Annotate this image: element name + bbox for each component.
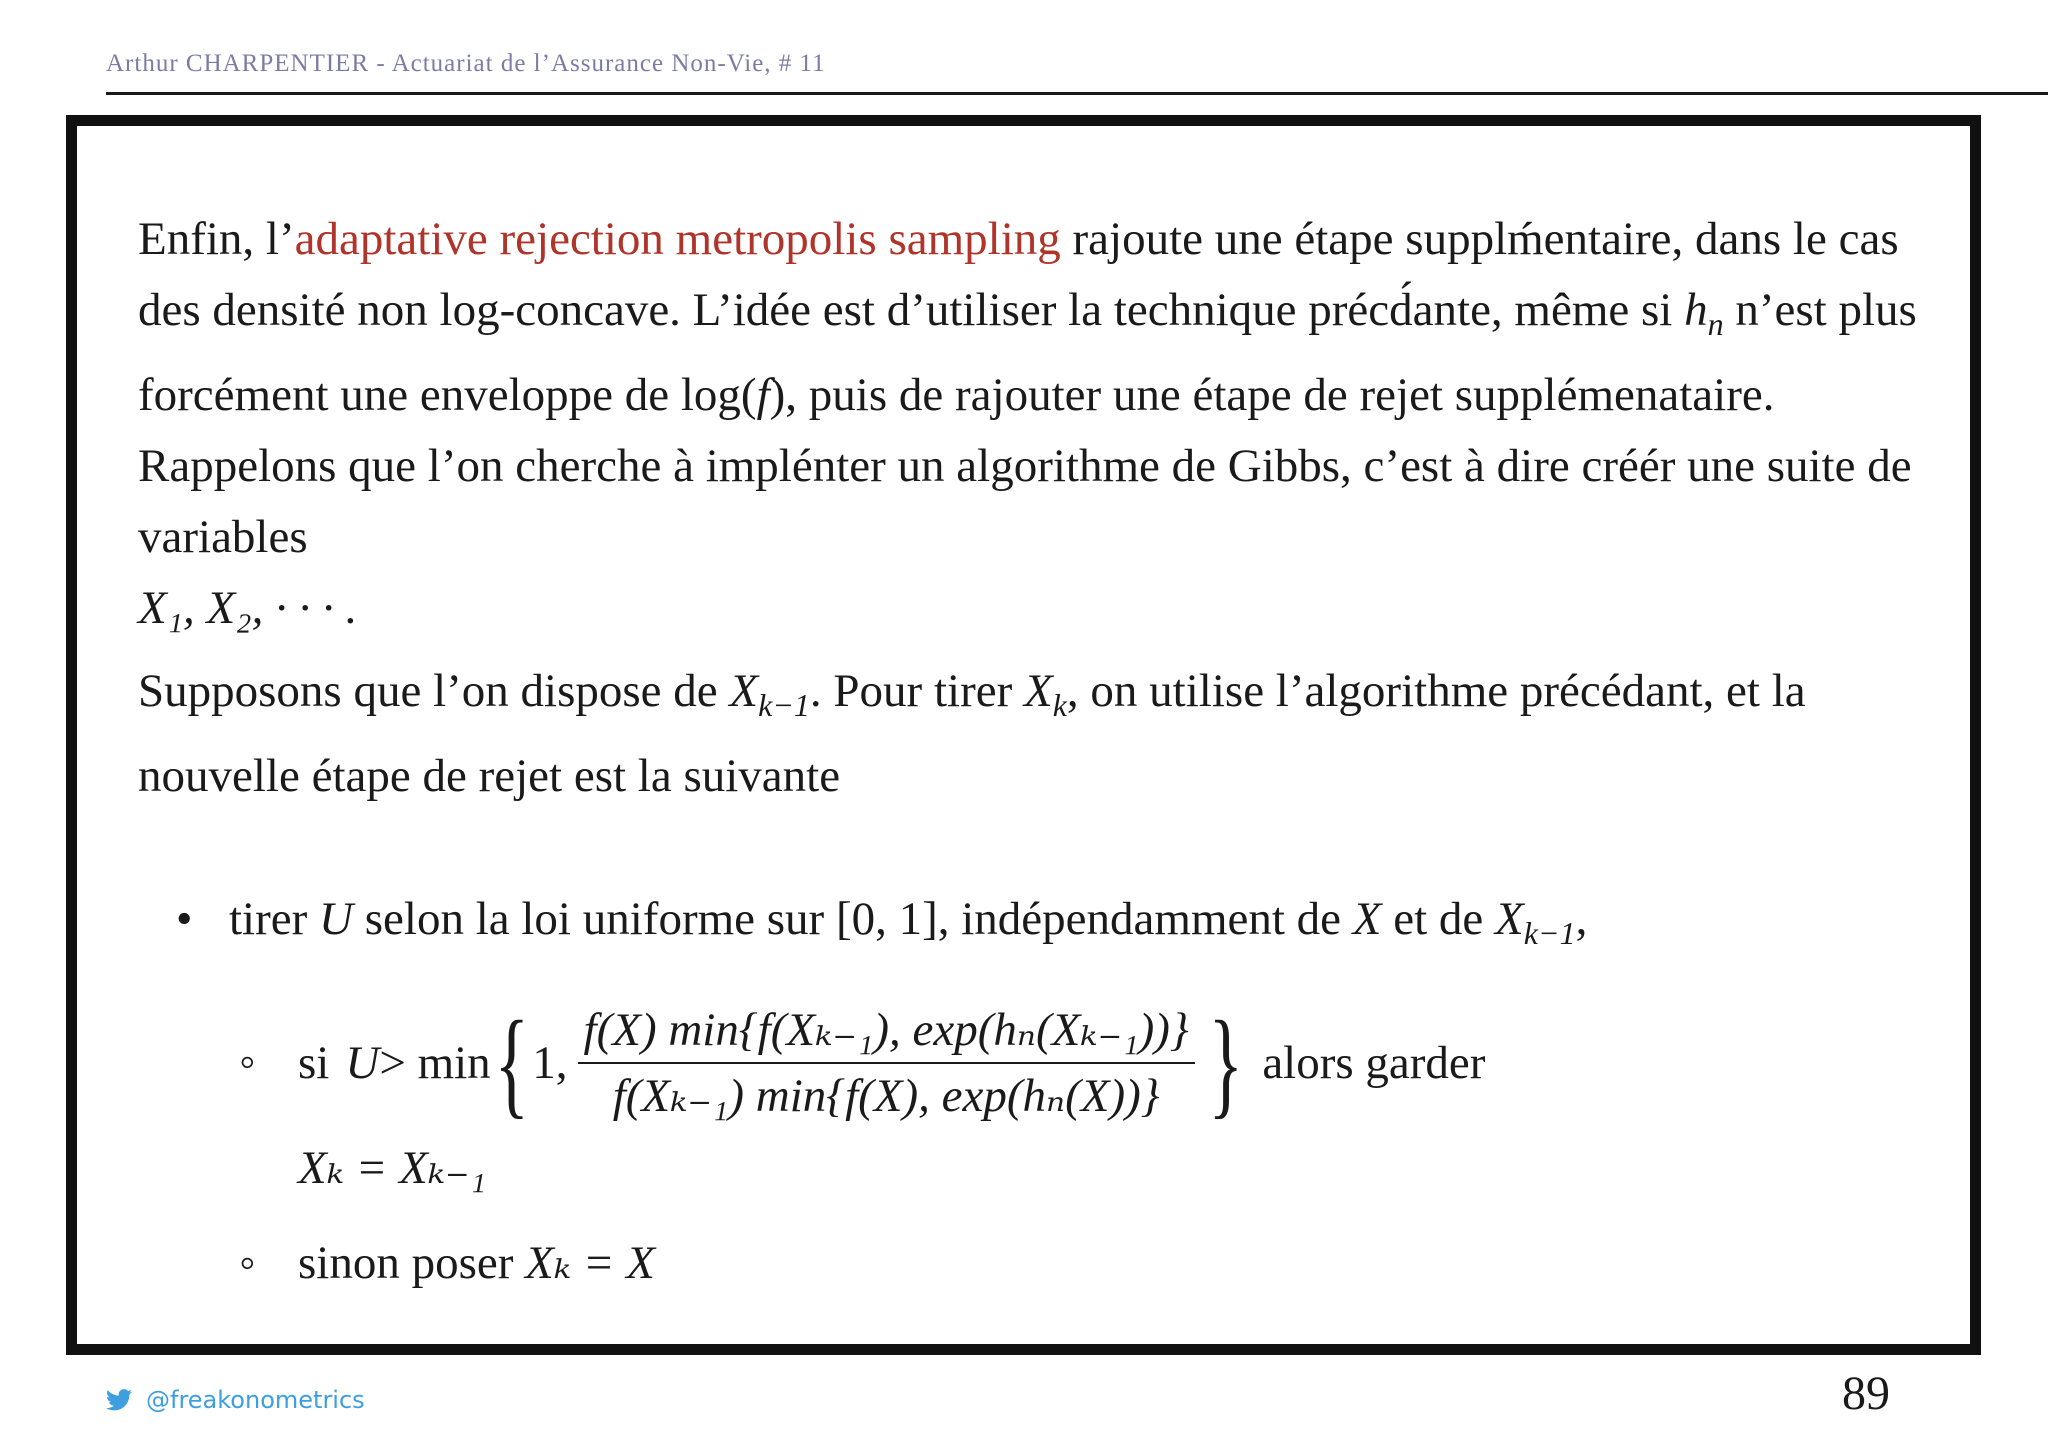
one-text: 1, [532,1036,568,1089]
p1-text-1: Enfin, l’ [138,213,295,265]
condition-row [298,993,1928,1133]
p2-text-2: . Pour tirer [809,665,1024,717]
math-X: X [729,665,759,717]
sinon-text: sinon poser [298,1237,526,1289]
p2-text-3: , on utilise l’algorithme précédant, et la nouvelle étape de rejet est la suivante [138,665,1806,802]
page-number: 89 [1842,1367,1890,1420]
alors-text: alors garder [1262,1036,1486,1089]
math-sub-km1: k−1 [758,687,810,723]
si-text: si [298,1036,330,1089]
left-brace-icon: { [494,996,529,1129]
slide-frame [66,115,1981,1355]
bullet-item [138,884,1928,1299]
highlighted-term: adaptative rejection metropolis sampling [294,213,1061,265]
sub-list [229,993,1928,1299]
equation-keep: Xₖ = Xₖ₋₁ [298,1142,487,1194]
math-X: X [1495,893,1524,945]
p1-text-4: ), puis de rajouter une étape de rejet supplémenataire. Rappelons que l’on cherche à implénter un algorithme de Gibbs, c’est à dire créér une suite de variables [138,369,1912,563]
twitter-bird-icon [106,1389,132,1411]
sub-item-keep [138,993,1928,1204]
math-X: X [1024,665,1053,717]
bullet-text-4: , [1575,893,1588,945]
math-h: h [1684,284,1708,336]
right-brace-icon: } [1208,996,1243,1129]
math-X: X [1352,893,1382,945]
gt-min-text: > min [379,1036,491,1089]
p1-text-3: n’est plus forcément une enveloppe de log( [138,284,1917,421]
bullet-list [138,884,1928,1299]
fraction [578,1002,1195,1124]
equation-else: Xₖ = X [525,1237,655,1289]
circle-bullet-icon: ◦ [239,1237,256,1289]
paragraph-2 [138,656,1928,812]
paragraph-1 [138,204,1928,644]
circle-bullet-icon: ◦ [239,1036,256,1088]
bullet-text-3: et de [1381,893,1496,945]
math-U: U [319,893,353,945]
slide-content [138,204,1928,1299]
bullet-text-2: selon la loi uniforme sur [0, 1], indépendamment de [352,893,1353,945]
twitter-handle[interactable] [106,1386,365,1414]
twitter-handle-text: @freakonometrics [146,1386,365,1414]
fraction-denominator: f(Xₖ₋₁) min{f(X), exp(hₙ(X))} [612,1070,1160,1122]
p1-text-2: rajoute une étape supplḿentaire, dans le cas des densité non log-concave. L’idée est d’utiliser la technique précd́ante, même si [138,213,1899,336]
math-sub-km1: k−1 [1523,915,1576,951]
math-sub-n: n [1707,306,1724,342]
math-f: f [756,369,770,421]
bullet-dot-icon: • [176,893,193,945]
math-sequence: X₁, X₂, · · · . [138,582,358,634]
bullet-text-1: tirer [229,893,320,945]
sub-item-else [138,1228,1928,1299]
p2-text-1: Supposons que l’on dispose de [138,665,730,717]
header-rule [106,92,2048,95]
fraction-numerator: f(X) min{f(Xₖ₋₁), exp(hₙ(Xₖ₋₁))} [578,1002,1195,1064]
slide-header: Arthur CHARPENTIER - Actuariat de l’Assurance Non-Vie, # 11 [106,50,826,77]
math-U: U [345,1036,380,1089]
math-sub-k: k [1052,687,1067,723]
